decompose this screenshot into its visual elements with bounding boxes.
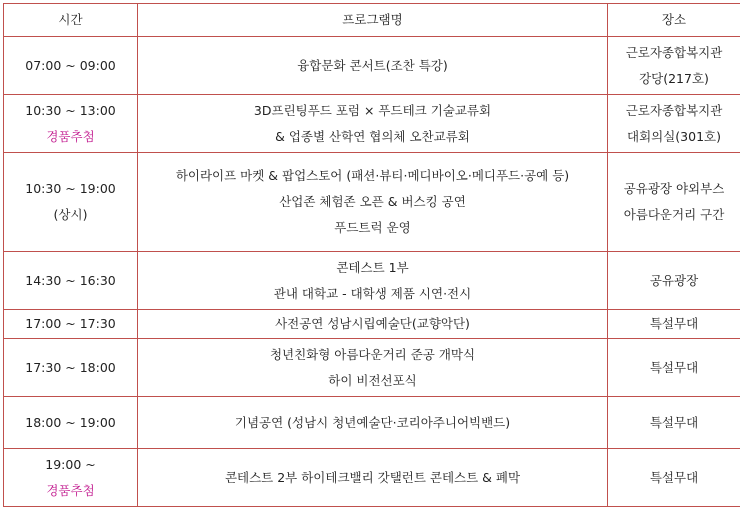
time-cell [4, 339, 138, 397]
time-text: 07:00 ~ 09:00 [25, 57, 116, 73]
place-cell [608, 310, 740, 339]
place-text: 특설무대 [649, 469, 699, 485]
program-text: 3D프린팅푸드 포럼 × 푸드테크 기술교류회 [253, 102, 492, 118]
time-text: 10:30 ~ 13:00 [25, 102, 116, 118]
program-text: 사전공연 성남시립예술단(교향악단) [275, 316, 470, 331]
program-text: 하이라이프 마켓 & 팝업스토어 (패션·뷰티·메디바이오·메디푸드·공예 등) [175, 168, 570, 183]
table-row [4, 95, 740, 153]
program-cell [138, 252, 608, 310]
place-text: 대회의실(301호) [627, 128, 721, 144]
table-row [4, 37, 740, 95]
place-text: 특설무대 [649, 414, 699, 430]
program-text: 푸드트럭 운영 [334, 220, 411, 235]
header-program: 프로그램명 [138, 4, 608, 37]
schedule-table [3, 3, 740, 507]
program-text: 산업존 체험존 오픈 & 버스킹 공연 [279, 194, 466, 209]
place-cell [608, 397, 740, 449]
place-text: 특설무대 [649, 359, 699, 375]
time-text: 17:00 ~ 17:30 [25, 316, 116, 331]
program-cell [138, 397, 608, 449]
program-text: 융합문화 콘서트(조찬 특강) [297, 57, 448, 73]
program-cell [138, 37, 608, 95]
table-row [4, 310, 740, 339]
place-cell [608, 95, 740, 153]
program-text: 콘테스트 2부 하이테크밸리 갓탤런트 콘테스트 & 폐막 [224, 469, 521, 485]
program-text: 관내 대학교 - 대학생 제품 시연·전시 [273, 285, 472, 301]
prize-draw-label: 경품추첨 [46, 482, 95, 498]
place-text: 강당(217호) [639, 70, 709, 86]
time-text: (상시) [53, 207, 88, 222]
time-cell [4, 153, 138, 252]
place-cell [608, 339, 740, 397]
program-text: 콘테스트 1부 [336, 259, 409, 275]
time-cell [4, 252, 138, 310]
time-text: 19:00 ~ [45, 456, 96, 472]
program-text: 기념공연 (성남시 청년예술단·코리아주니어빅밴드) [234, 414, 511, 430]
header-place: 장소 [608, 4, 740, 37]
program-text: & 업종별 산학연 협의체 오찬교류회 [275, 128, 470, 144]
time-cell [4, 95, 138, 153]
table-row [4, 397, 740, 449]
table-row [4, 339, 740, 397]
time-cell [4, 37, 138, 95]
place-cell [608, 37, 740, 95]
table-row [4, 252, 740, 310]
program-cell [138, 310, 608, 339]
time-text: 14:30 ~ 16:30 [25, 272, 116, 288]
place-text: 공유광장 야외부스 [623, 181, 725, 196]
program-text: 하이 비전선포식 [328, 372, 417, 388]
time-text: 17:30 ~ 18:00 [25, 359, 116, 375]
program-cell [138, 95, 608, 153]
program-text: 청년친화형 아름다운거리 준공 개막식 [269, 346, 476, 362]
place-text: 근로자종합복지관 [625, 44, 723, 60]
place-text: 공유광장 [649, 272, 699, 288]
header-time: 시간 [4, 4, 138, 37]
time-text: 10:30 ~ 19:00 [25, 181, 116, 196]
place-cell [608, 153, 740, 252]
place-text: 특설무대 [649, 316, 699, 331]
time-cell [4, 397, 138, 449]
place-text: 근로자종합복지관 [625, 102, 723, 118]
time-cell [4, 310, 138, 339]
place-cell [608, 449, 740, 507]
header-row [4, 4, 740, 37]
prize-draw-label: 경품추첨 [46, 128, 95, 144]
table-row [4, 449, 740, 507]
place-cell [608, 252, 740, 310]
time-cell [4, 449, 138, 507]
table-row [4, 153, 740, 252]
program-cell [138, 339, 608, 397]
program-cell [138, 449, 608, 507]
program-cell [138, 153, 608, 252]
schedule-body [4, 37, 740, 507]
time-text: 18:00 ~ 19:00 [25, 414, 116, 430]
place-text: 아름다운거리 구간 [623, 207, 725, 222]
